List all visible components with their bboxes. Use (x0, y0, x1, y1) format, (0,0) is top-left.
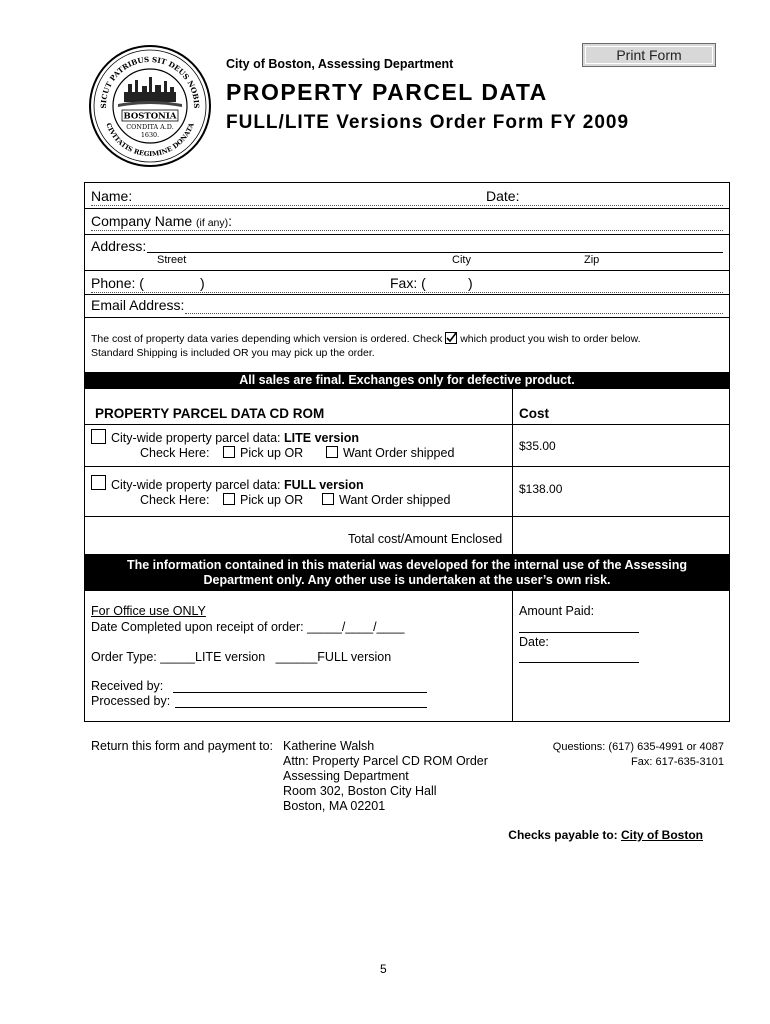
lite-pickup-label: Pick up OR (240, 446, 304, 460)
name-label: Name: (91, 188, 133, 204)
department-name: City of Boston, Assessing Department (226, 57, 454, 71)
contact-info (553, 740, 724, 770)
full-version-label: FULL version (284, 478, 364, 492)
phone-fax-field[interactable] (91, 292, 723, 293)
fax-label: Fax: ( (390, 275, 426, 291)
amount-paid-label: Amount Paid: (519, 604, 595, 618)
lite-shipped-label: Want Order shipped (343, 446, 455, 460)
address-field[interactable] (147, 252, 723, 253)
lite-check-here: Check Here: (140, 446, 210, 460)
full-price: $138.00 (519, 482, 563, 496)
address-line: Room 302, Boston City Hall (283, 784, 437, 798)
fax-close: ) (468, 275, 473, 291)
seal-center-name: BOSTONIA (123, 111, 177, 122)
instructions-line1 (91, 332, 641, 345)
lite-price: $35.00 (519, 439, 556, 453)
lite-pickup-checkbox[interactable] (223, 446, 235, 458)
date-label: Date: (486, 188, 520, 204)
return-address (283, 739, 488, 814)
full-pickup-label: Pick up OR (240, 493, 304, 507)
product-header: PROPERTY PARCEL DATA CD ROM (95, 406, 325, 421)
email-field[interactable] (185, 313, 723, 314)
checkmark-box-icon (445, 332, 457, 344)
disclaimer-line1: The information contained in this material was developed for the internal use of the Assessing (126, 558, 688, 572)
received-by-label: Received by: (91, 679, 164, 693)
column-divider (512, 591, 513, 721)
processed-by-label: Processed by: (91, 694, 171, 708)
row-divider (85, 208, 729, 209)
instructions-text-a: The cost of property data varies depending which version is ordered. Check (91, 333, 443, 345)
name-date-field[interactable] (91, 205, 723, 206)
amount-paid-field[interactable] (519, 632, 639, 633)
full-description (111, 478, 364, 492)
questions-phone: Questions: (617) 635-4991 or 4087 (552, 741, 724, 753)
full-pickup-checkbox[interactable] (223, 493, 235, 505)
row-divider (85, 294, 729, 295)
office-date-label: Date: (519, 635, 549, 649)
address-line: Boston, MA 02201 (283, 799, 386, 813)
city-label: City (452, 254, 471, 266)
disclaimer-line2: Department only. Any other use is undertaken at the user’s own risk. (203, 573, 611, 587)
address-line: Assessing Department (283, 769, 409, 783)
phone-label: Phone: ( (91, 275, 144, 291)
total-amount-field[interactable] (519, 532, 719, 546)
row-divider (85, 270, 729, 271)
street-label: Street (157, 254, 187, 266)
order-form (84, 182, 730, 722)
company-colon: : (228, 213, 233, 229)
date-completed: Date Completed upon receipt of order: _____/____/____ (91, 620, 405, 634)
total-label: Total cost/Amount Enclosed (348, 532, 503, 546)
page-title: PROPERTY PARCEL DATA (226, 79, 548, 105)
row-divider (85, 317, 729, 318)
company-field[interactable] (91, 230, 723, 231)
seal-bottom-text: CIVITATIS REGIMINE DONATA (104, 121, 196, 159)
email-label: Email Address: (91, 297, 185, 313)
cost-header: Cost (519, 406, 549, 421)
full-check-here: Check Here: (140, 493, 210, 507)
processed-by-field[interactable] (175, 707, 427, 708)
lite-version-checkbox[interactable] (91, 429, 106, 444)
seal-top-text: SICUT PATRIBUS SIT DEUS NOBIS (98, 54, 202, 109)
order-type: Order Type: _____LITE version ______FULL version (91, 650, 392, 664)
lite-desc-text: City-wide property parcel data: (111, 431, 281, 445)
address-line: Katherine Walsh (283, 739, 375, 753)
contact-fax: Fax: 617-635-3101 (631, 756, 724, 768)
full-shipped-checkbox[interactable] (322, 493, 334, 505)
seal-year-text: 1630. (140, 131, 160, 139)
row-divider (85, 234, 729, 235)
office-use-heading: For Office use ONLY (91, 604, 206, 618)
zip-label: Zip (584, 254, 600, 266)
page-subtitle: FULL/LITE Versions Order Form FY 2009 (226, 112, 630, 133)
address-line: Attn: Property Parcel CD ROM Order (283, 754, 488, 768)
checks-payee: City of Boston (621, 828, 703, 842)
full-desc-text: City-wide property parcel data: (111, 478, 281, 492)
lite-shipped-checkbox[interactable] (326, 446, 338, 458)
company-label-text: Company Name (91, 213, 193, 229)
page-number: 5 (380, 962, 387, 976)
print-form-button[interactable]: Print Form (582, 43, 716, 67)
disclaimer-banner (85, 554, 729, 591)
city-seal-logo (88, 44, 212, 168)
row-divider (85, 424, 729, 425)
lite-version-label: LITE version (284, 431, 360, 445)
lite-description (111, 431, 359, 445)
checks-label: Checks payable to: (508, 828, 618, 842)
instructions-line2: Standard Shipping is included OR you may pick up the order. (91, 347, 375, 359)
row-divider (85, 516, 729, 517)
address-label: Address: (91, 238, 147, 254)
full-shipped-label: Want Order shipped (339, 493, 451, 507)
instructions-text-b: which product you wish to order below. (460, 333, 641, 345)
received-by-field[interactable] (173, 692, 427, 693)
phone-close: ) (200, 275, 205, 291)
row-divider (85, 466, 729, 467)
full-version-checkbox[interactable] (91, 475, 106, 490)
seal-founded-text: CONDITA A.D. (126, 123, 174, 131)
sales-final-banner: All sales are final. Exchanges only for defective product. (85, 372, 729, 389)
office-date-field[interactable] (519, 662, 639, 663)
column-divider (512, 389, 513, 555)
company-hint: (if any) (196, 217, 229, 229)
company-label (91, 213, 232, 229)
checks-payable (508, 828, 703, 842)
return-label: Return this form and payment to: (91, 739, 274, 753)
